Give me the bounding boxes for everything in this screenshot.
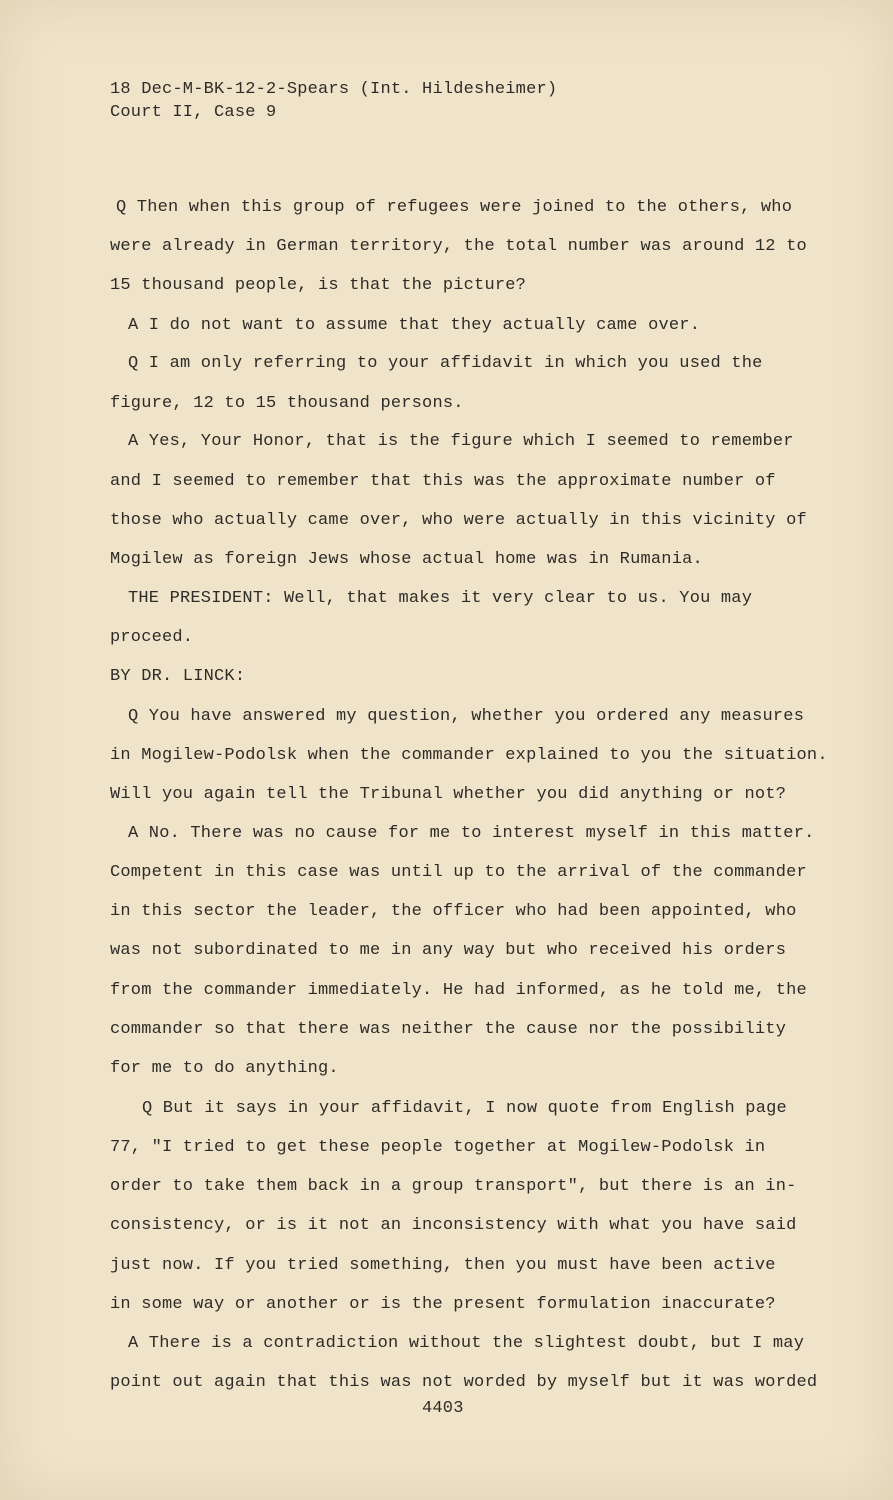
text-line: from the commander immediately. He had informed, as he told me, the	[110, 981, 807, 1000]
text-line: Mogilew as foreign Jews whose actual home was in Rumania.	[110, 550, 703, 569]
text-line: 15 thousand people, is that the picture?	[110, 276, 527, 295]
text-line: Competent in this case was until up to the arrival of the commander	[110, 863, 807, 882]
text-line: and I seemed to remember that this was the approximate number of	[110, 472, 776, 491]
text-line: proceed.	[110, 628, 194, 647]
text-line: 77, "I tried to get these people together at Mogilew-Podolsk in	[110, 1138, 766, 1157]
text-line: Q But it says in your affidavit, I now quote from English page	[142, 1099, 787, 1118]
text-line: A Yes, Your Honor, that is the figure which I seemed to remember	[128, 432, 794, 451]
text-line: A There is a contradiction without the slightest doubt, but I may	[128, 1334, 805, 1353]
text-line: Q Then when this group of refugees were joined to the others, who	[116, 198, 793, 217]
text-line: were already in German territory, the total number was around 12 to	[110, 237, 807, 256]
text-line: Will you again tell the Tribunal whether you did anything or not?	[110, 785, 787, 804]
text-line: BY DR. LINCK:	[110, 667, 246, 686]
text-line: THE PRESIDENT: Well, that makes it very clear to us. You may	[128, 589, 753, 608]
text-line: A I do not want to assume that they actually came over.	[128, 316, 701, 335]
text-line: point out again that this was not worded by myself but it was worded	[110, 1373, 818, 1392]
header-line-2: Court II, Case 9	[110, 103, 277, 122]
text-line: in this sector the leader, the officer who had been appointed, who	[110, 902, 797, 921]
text-line: in Mogilew-Podolsk when the commander explained to you the situation.	[110, 746, 828, 765]
text-line: Q I am only referring to your affidavit in which you used the	[128, 354, 763, 373]
text-line: Q You have answered my question, whether you ordered any measures	[128, 707, 805, 726]
text-line: figure, 12 to 15 thousand persons.	[110, 394, 464, 413]
text-line: commander so that there was neither the cause nor the possibility	[110, 1020, 787, 1039]
text-line: for me to do anything.	[110, 1059, 339, 1078]
text-line: consistency, or is it not an inconsistency with what you have said	[110, 1216, 797, 1235]
text-line: order to take them back in a group transport", but there is an in-	[110, 1177, 797, 1196]
text-line: those who actually came over, who were actually in this vicinity of	[110, 511, 807, 530]
text-line: was not subordinated to me in any way but who received his orders	[110, 941, 787, 960]
text-line: A No. There was no cause for me to interest myself in this matter.	[128, 824, 815, 843]
text-line: just now. If you tried something, then you must have been active	[110, 1256, 776, 1275]
header-line-1: 18 Dec-M-BK-12-2-Spears (Int. Hildesheimer)	[110, 80, 558, 99]
page-number: 4403	[422, 1399, 464, 1418]
text-line: in some way or another or is the present formulation inaccurate?	[110, 1295, 776, 1314]
